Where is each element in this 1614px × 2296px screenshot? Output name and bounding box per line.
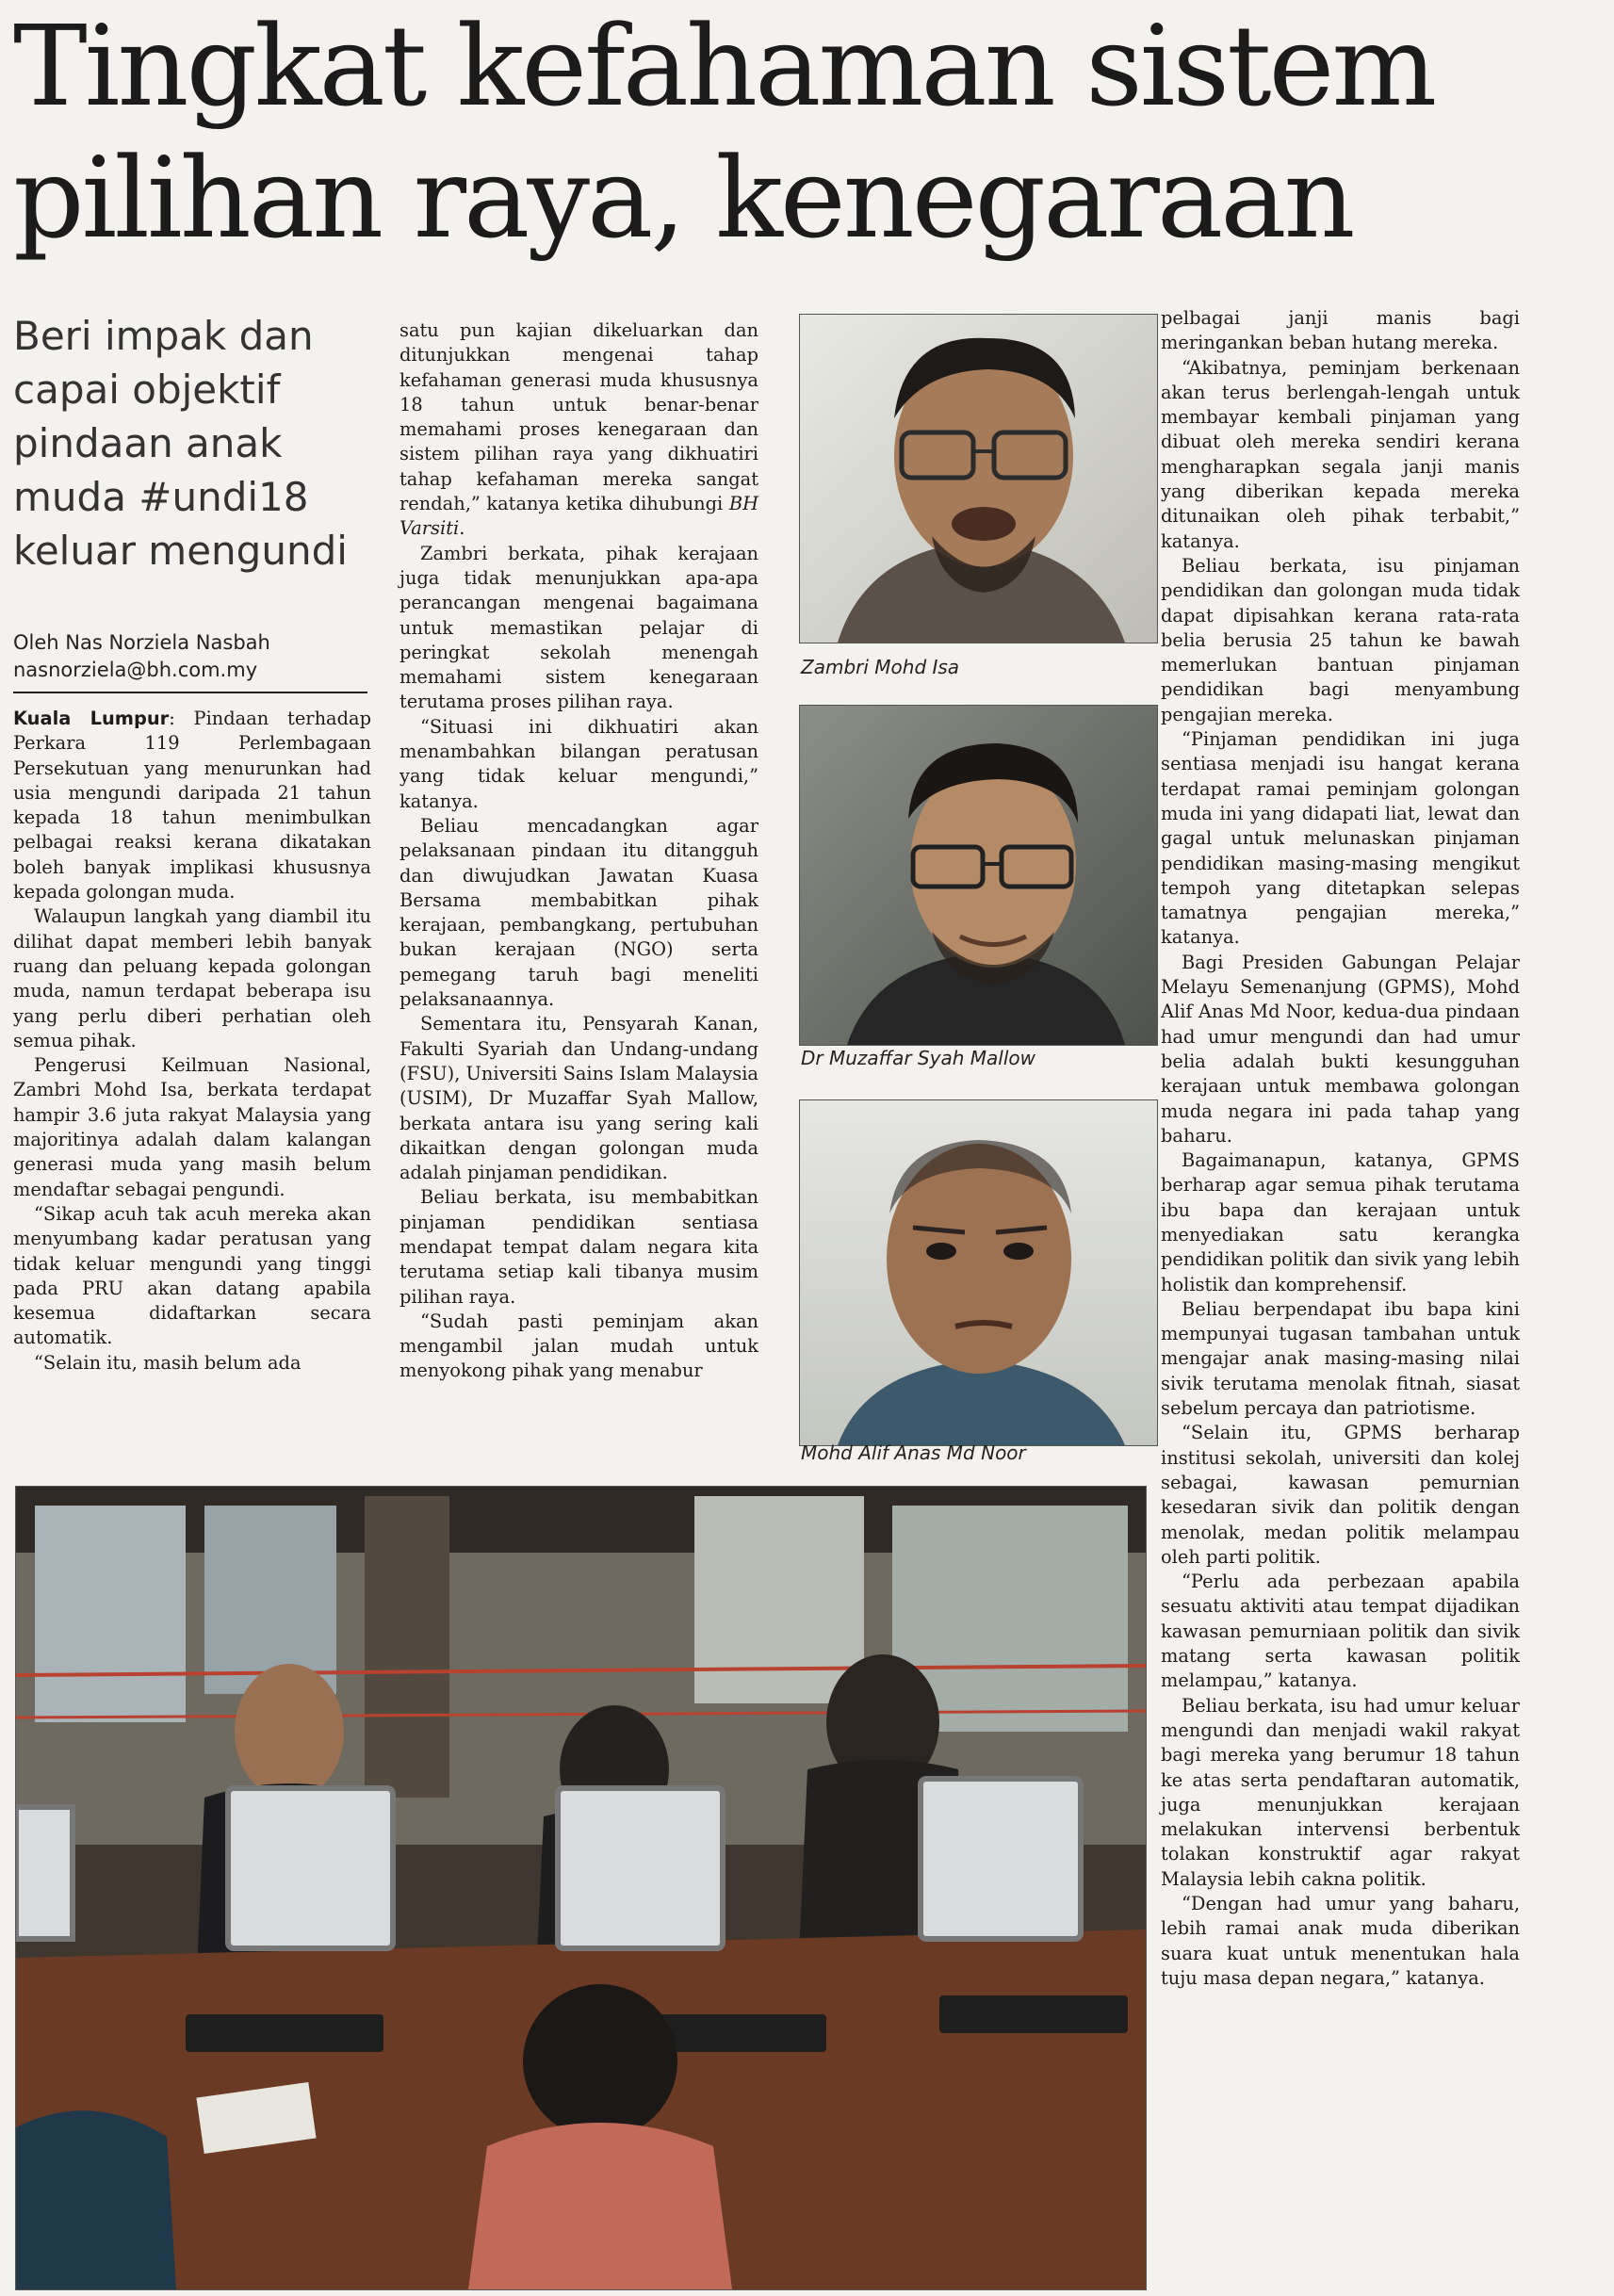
paragraph: Beliau berkata, isu had umur keluar mengundi dan menjadi wakil rakyat bagi mereka yang berumur 18 tahun ke atas serta pendaftaran automatik, juga menunjukkan kerajaan melakukan intervensi berbentuk tolakan konstruktif agar rakyat Malaysia lebih cakna politik.: [1161, 1694, 1520, 1890]
publication-name: BH Varsiti: [399, 493, 758, 540]
paragraph: Beliau berkata, isu membabitkan pinjaman pendidikan sentiasa mendapat tempat dalam negara kita terutama setiap kali tibanya musim pilihan raya.: [399, 1186, 758, 1308]
paragraph: “Perlu ada perbezaan apabila sesuatu aktiviti atau tempat dijadikan kawasan pemurniaan politik dan sivik matang serta kawasan politik melampau,” katanya.: [1161, 1571, 1520, 1692]
byline-divider: [13, 692, 367, 693]
headline: Tingkat kefahaman sistem pilihan raya, kenegaraan: [13, 1, 1435, 263]
main-news-photo: [15, 1486, 1147, 2290]
paragraph: “Pinjaman pendidikan ini juga sentiasa menjadi isu hangat kerana terdapat ramai peminjam golongan muda ini yang didapati liat, lewat dan gagal untuk melunaskan pinjaman pendidikan masing-masing mengikut tempoh yang ditetapkan selepas tamatnya pengajian mereka,” katanya.: [1161, 728, 1520, 949]
paragraph: Pengerusi Keilmuan Nasional, Zambri Mohd Isa, berkata terdapat hampir 3.6 juta rakyat Malaysia yang majoritinya adalah dalam kalangan generasi muda yang masih belum mendaftar sebagai pengundi.: [13, 1054, 371, 1200]
paragraph: Zambri berkata, pihak kerajaan juga tidak menunjukkan apa-apa perancangan mengenai bagaimana untuk memastikan pelajar di peringkat sekolah menengah memahami sistem kenegaraan terutama proses pilihan raya.: [399, 542, 758, 713]
article-column-3: [1161, 306, 1520, 1991]
paragraph: Beliau berpendapat ibu bapa kini mempunyai tugasan tambahan untuk mengajar anak masing-masing nilai sivik terutama menolak fitnah, siasat sebelum percaya dan patriotisme.: [1161, 1297, 1520, 1420]
subheadline: Beri impak dan capai objektif pindaan anak muda #undi18 keluar mengundi: [13, 313, 348, 574]
paragraph: Walaupun langkah yang diambil itu dilihat dapat memberi lebih banyak ruang dan peluang kepada golongan muda, namun terdapat beberapa isu yang perlu diberi perhatian oleh semua pihak.: [13, 905, 371, 1051]
paragraph: “Selain itu, GPMS berharap institusi sekolah, universiti dan kolej sebagai, kawasan pemurnian kesedaran sivik dan politik dengan menolak, medan politik melampau oleh parti politik.: [1161, 1422, 1520, 1568]
paragraph: Beliau mencadangkan agar pelaksanaan pindaan itu ditangguh dan diwujudkan Jawatan Kuasa Bersama membabitkan pihak kerajaan, pembangkang, pertubuhan bukan kerajaan (NGO) serta pemegang taruh bagi meneliti pelaksanaannya.: [399, 814, 758, 1011]
dateline: Kuala Lumpur: [13, 708, 170, 729]
byline: [13, 629, 371, 684]
paragraph: “Dengan had umur yang baharu, lebih ramai anak muda diberikan suara kuat untuk menentukan hala tuju masa depan negara,” katanya.: [1161, 1893, 1520, 1989]
photo-caption-1: Zambri Mohd Isa: [801, 656, 960, 678]
article-column-1: [13, 707, 371, 1376]
paragraph: “Sudah pasti peminjam akan mengambil jalan mudah untuk menyokong pihak yang menabur: [399, 1310, 758, 1382]
byline-author: Oleh Nas Norziela Nasbah: [13, 631, 270, 654]
paragraph: Bagi Presiden Gabungan Pelajar Melayu Semenanjung (GPMS), Mohd Alif Anas Md Noor, kedua-dua pindaan had umur mengundi dan had umur belia adalah bukti kesungguhan kerajaan untuk membawa golongan muda negara ini pada tahap yang baharu.: [1161, 951, 1520, 1147]
paragraph: pelbagai janji manis bagi meringankan beban hutang mereka.: [1161, 307, 1520, 354]
paragraph: Bagaimanapun, katanya, GPMS berharap agar semua pihak terutama ibu bapa dan kerajaan untuk menyediakan satu kerangka pendidikan politik dan sivik yang lebih holistik dan komprehensif.: [1161, 1149, 1520, 1295]
paragraph: “Selain itu, masih belum ada: [34, 1351, 302, 1374]
photo-caption-2: Dr Muzaffar Syah Mallow: [801, 1047, 1035, 1069]
photo-caption-3: Mohd Alif Anas Md Noor: [801, 1441, 1026, 1464]
paragraph: Kuala Lumpur: Pindaan terhadap Perkara 119 Perlembagaan Persekutuan yang menurunkan had usia mengundi daripada 21 tahun kepada 18 tahun menimbulkan pelbagai reaksi kerana dikatakan boleh banyak implikasi khususnya kepada golongan muda.: [13, 708, 371, 904]
paragraph: satu pun kajian dikeluarkan dan ditunjukkan mengenai tahap kefahaman generasi muda khususnya 18 tahun untuk benar-benar memahami proses kenegaraan dan sistem pilihan raya yang dikhuatiri tahap kefahaman mereka sangat rendah,” katanya ketika dihubungi BH Varsiti.: [399, 319, 758, 540]
article-column-2: [399, 318, 758, 1384]
paragraph: “Akibatnya, peminjam berkenaan akan terus berlengah-lengah untuk membayar kembali pinjaman yang dibuat oleh mereka sendiri kerana mengharapkan segala janji manis yang diberikan kepada mereka ditunaikan oleh pihak terbabit,” katanya.: [1161, 356, 1520, 552]
portrait-photo-muzaffar: [799, 705, 1158, 1046]
paragraph: “Situasi ini dikhuatiri akan menambahkan bilangan peratusan yang tidak keluar mengundi,” katanya.: [399, 715, 758, 812]
paragraph: Sementara itu, Pensyarah Kanan, Fakulti Syariah dan Undang-undang (FSU), Universiti Sains Islam Malaysia (USIM), Dr Muzaffar Syah Mallow, berkata antara isu yang sering kali dikaitkan dengan golongan muda adalah pinjaman pendidikan.: [399, 1013, 758, 1184]
portrait-photo-alif-anas: [799, 1099, 1158, 1446]
byline-email: nasnorziela@bh.com.my: [13, 659, 258, 681]
paragraph: “Sikap acuh tak acuh mereka akan menyumbang kadar peratusan yang tidak keluar mengundi yang tinggi pada PRU akan datang apabila kesemua didaftarkan secara automatik.: [13, 1202, 371, 1349]
paragraph: Beliau berkata, isu pinjaman pendidikan dan golongan muda tidak dapat dipisahkan kerana rata-rata belia berusia 25 tahun ke bawah memerlukan bantuan pinjaman pendidikan bagi menyambung pengajian mereka.: [1161, 554, 1520, 725]
portrait-photo-zambri: [799, 314, 1158, 643]
